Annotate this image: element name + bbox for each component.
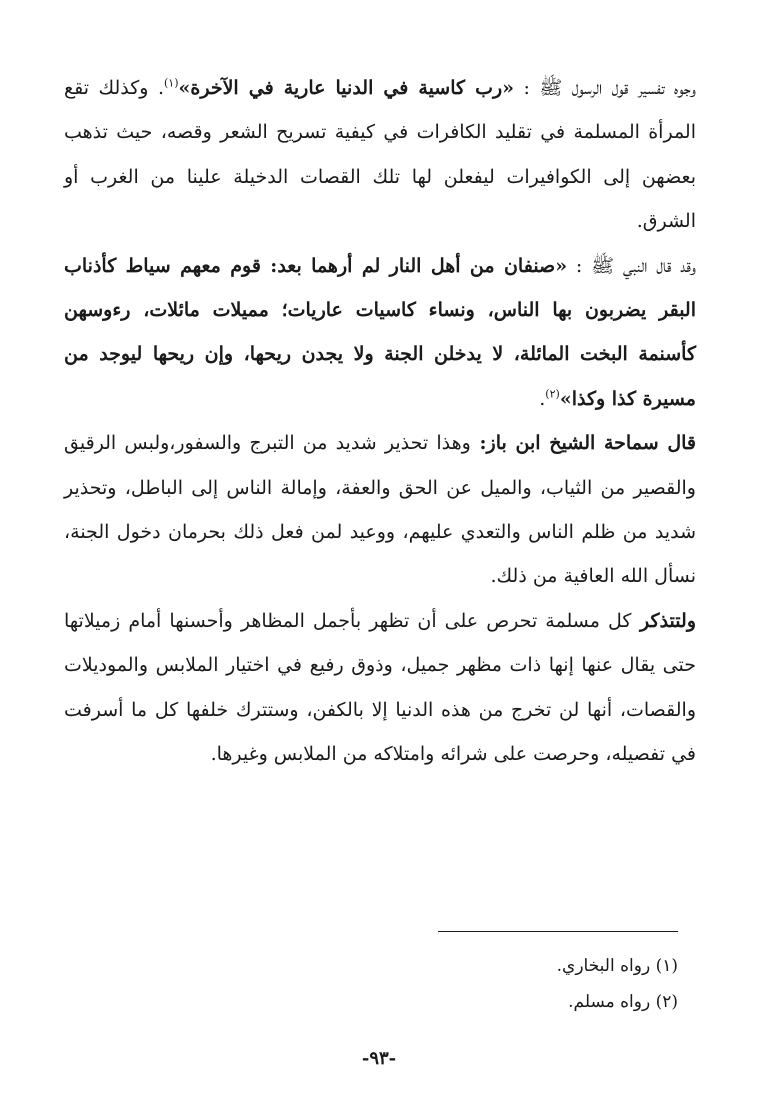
hadith-quote-1: «رب كاسية في الدنيا عارية في الآخرة»: [178, 77, 515, 99]
paragraph-2: [64, 244, 696, 422]
paragraph-4-lead: ولتتذكر: [631, 609, 696, 632]
footnote-ref-1: (١): [164, 76, 179, 90]
hadith-quote-2: «صنفان من أهل النار لم أرهما بعد: قوم معهم سياط كأذناب البقر يضربون بها الناس، ونساء كاسيات عاريات؛ مميلات مائلات، رءوسهن كأسنمة البخت المائلة، لا يدخلن الجنة ولا يجدن ريحها، وإن ريحها ليوجد من مسيرة كذا وكذا»: [64, 254, 696, 410]
main-text: [64, 66, 696, 777]
paragraph-1-intro: وجوه تفسير قول الرسول ﷺ :: [514, 77, 696, 99]
footnote-divider: [438, 931, 678, 932]
paragraph-3-body: وهذا تحذير شديد من التبرج والسفور،ولبس الرقيق والقصير من الثياب، والميل عن الحق والعفة، وإمالة الناس إلى الباطل، وتحذير شديد من ظلم الناس والتعدي عليهم، ووعيد لمن فعل ذلك بحرمان دخول الجنة، نسأل الله العافية من ذلك.: [64, 432, 696, 588]
paragraph-2-intro: وقد قال النبي ﷺ :: [567, 254, 697, 277]
paragraph-4: [64, 599, 696, 777]
sheikh-attribution: قال سماحة الشيخ ابن باز:: [470, 432, 697, 455]
footnote-2: (٢) رواه مسلم.: [568, 992, 678, 1012]
footnote-1: (١) رواه البخاري.: [556, 956, 678, 976]
footnotes: [318, 948, 678, 1020]
paragraph-1: [64, 66, 696, 244]
footnote-ref-2: (٢): [545, 387, 560, 401]
paragraph-3: [64, 421, 696, 599]
page-number: -٩٣-: [361, 1048, 397, 1069]
paragraph-1-body: . وكذلك تقع المرأة المسلمة في تقليد الكافرات في كيفية تسريح الشعر وقصه، حيث تذهب بعضهن إلى الكوافيرات ليفعلن لها تلك القصات الدخيلة علينا من الغرب أو الشرق.: [64, 77, 696, 233]
paragraph-2-end: .: [539, 387, 546, 410]
paragraph-4-body: كل مسلمة تحرص على أن تظهر بأجمل المظاهر وأحسنها أمام زميلاتها حتى يقال عنها إنها ذات مظهر جميل، وذوق رفيع في اختيار الملابس والموديلات والقصات، أنها لن تخرج من هذه الدنيا إلا بالكفن، وستترك خلفها كل ما أسرفت في تفصيله، وحرصت على شرائه وامتلاكه من الملابس وغيرها.: [64, 609, 696, 766]
